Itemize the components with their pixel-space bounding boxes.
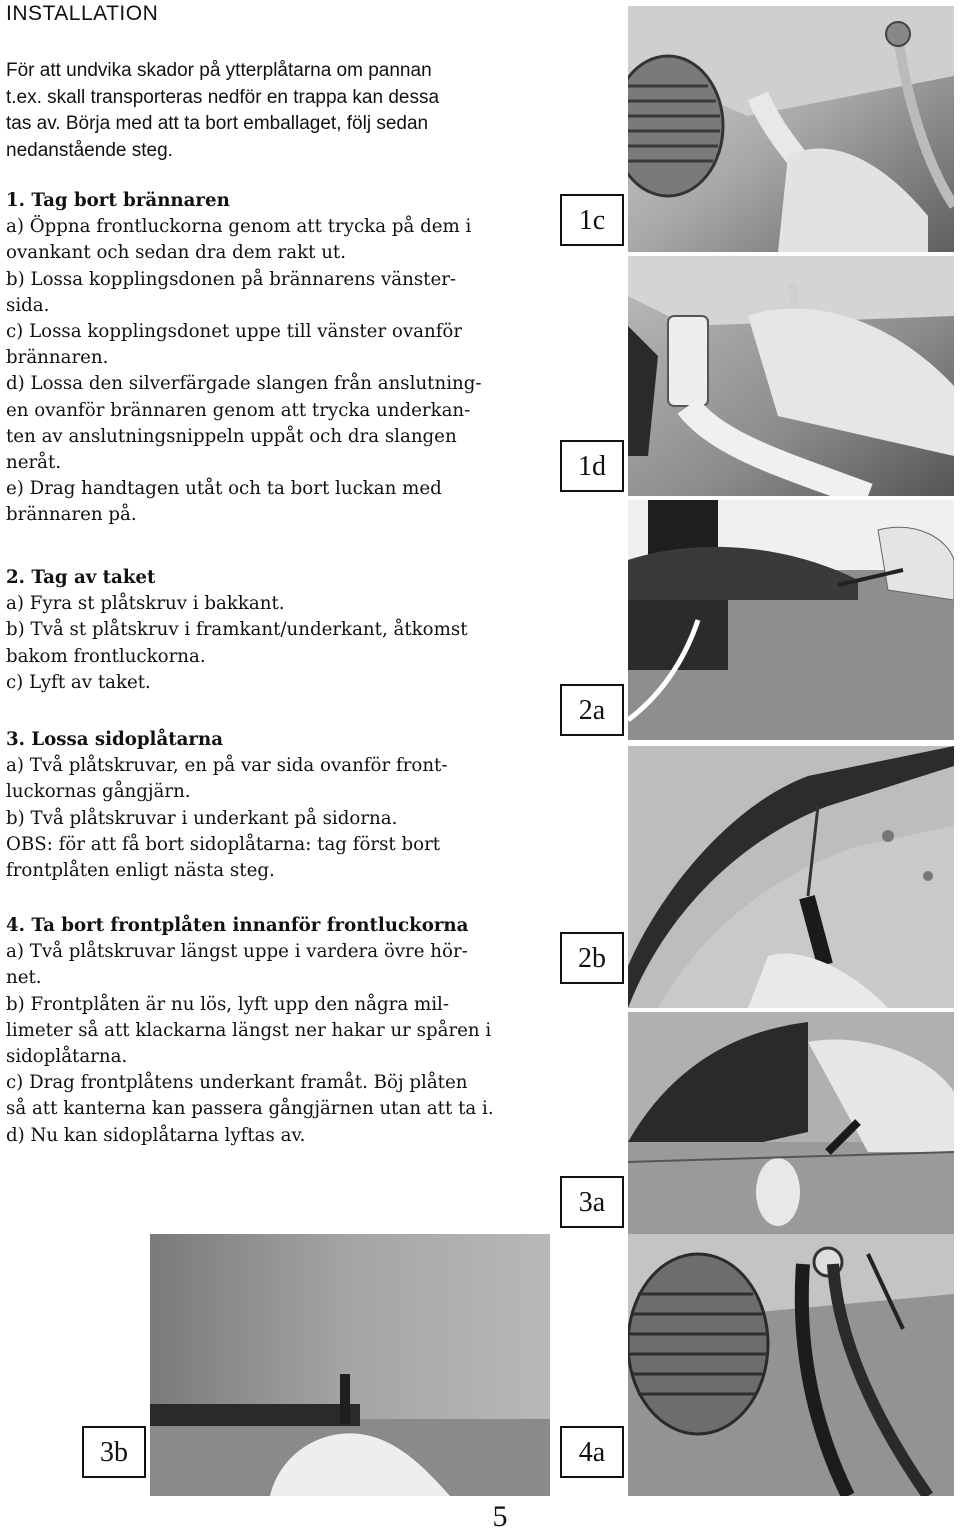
instruction-line: neråt.	[6, 452, 62, 474]
instruction-line: luckornas gångjärn.	[6, 781, 191, 803]
instruction-line: a) Två plåtskruvar, en på var sida ovanför front-	[6, 755, 448, 777]
instruction-line: en ovanför brännaren genom att trycka underkan-	[6, 399, 471, 421]
section-title: 4. Ta bort frontplåten innanför frontluckorna	[6, 915, 469, 936]
instruction-line: frontplåten enligt nästa steg.	[6, 860, 275, 882]
photo-2a	[628, 500, 954, 740]
photo-1d	[628, 256, 954, 496]
photo-2b	[628, 746, 954, 1008]
figure-label-2a: 2a	[560, 684, 624, 736]
intro-line: nedanstående steg.	[6, 139, 173, 161]
instruction-line: sida.	[6, 294, 50, 316]
instruction-line: b) Två st plåtskruv i framkant/underkant, åtkomst	[6, 619, 468, 641]
figure-label-1d: 1d	[560, 440, 624, 492]
figure-label-2b: 2b	[560, 932, 624, 984]
instruction-line: c) Lyft av taket.	[6, 671, 151, 693]
photo-3a	[628, 1012, 954, 1242]
instruction-line: ten av anslutningsnippeln uppåt och dra slangen	[6, 425, 457, 447]
photo-1c	[628, 6, 954, 252]
instruction-line: a) Två plåtskruvar längst uppe i vardera övre hör-	[6, 941, 468, 963]
instruction-line: ovankant och sedan dra dem rakt ut.	[6, 242, 347, 264]
section-title: 3. Lossa sidoplåtarna	[6, 729, 224, 750]
instruction-line: a) Öppna frontluckorna genom att trycka på dem i	[6, 216, 472, 238]
section-2	[6, 565, 468, 696]
section-1	[6, 188, 482, 529]
section-4	[6, 913, 494, 1149]
instruction-line: a) Fyra st plåtskruv i bakkant.	[6, 593, 285, 615]
page-number: 5	[492, 1500, 508, 1533]
intro-line: t.ex. skall transporteras nedför en trappa kan dessa	[6, 86, 440, 108]
figure-label-4a: 4a	[560, 1426, 624, 1478]
instruction-line: e) Drag handtagen utåt och ta bort luckan med	[6, 478, 442, 500]
instruction-line: d) Nu kan sidoplåtarna lyftas av.	[6, 1124, 306, 1146]
instruction-line: b) Två plåtskruvar i underkant på sidorna.	[6, 807, 398, 829]
instruction-line: limeter så att klackarna längst ner hakar ur spåren i	[6, 1019, 492, 1041]
instruction-line: sidoplåtarna.	[6, 1046, 128, 1068]
instruction-line: så att kanterna kan passera gångjärnen utan att ta i.	[6, 1098, 494, 1120]
page-heading: INSTALLATION	[6, 2, 159, 25]
instruction-line: OBS: för att få bort sidoplåtarna: tag först bort	[6, 833, 441, 855]
instruction-line: b) Lossa kopplingsdonen på brännarens vänster-	[6, 268, 457, 290]
intro-paragraph	[6, 58, 439, 164]
section-3	[6, 727, 448, 884]
photo-3b	[150, 1234, 550, 1496]
section-title: 2. Tag av taket	[6, 567, 156, 588]
instruction-line: brännaren på.	[6, 504, 137, 526]
instruction-line: brännaren.	[6, 347, 109, 369]
instruction-line: d) Lossa den silverfärgade slangen från anslutning-	[6, 373, 482, 395]
instruction-line: c) Lossa kopplingsdonet uppe till vänster ovanför	[6, 321, 463, 343]
intro-line: tas av. Börja med att ta bort emballaget, följ sedan	[6, 113, 429, 134]
instruction-line: net.	[6, 967, 42, 989]
instruction-line: bakom frontluckorna.	[6, 645, 206, 667]
photo-4a	[628, 1234, 954, 1496]
figure-label-3a: 3a	[560, 1176, 624, 1228]
figure-label-3b: 3b	[82, 1426, 146, 1478]
instruction-line: c) Drag frontplåtens underkant framåt. Böj plåten	[6, 1072, 468, 1094]
section-title: 1. Tag bort brännaren	[6, 190, 230, 211]
instruction-line: b) Frontplåten är nu lös, lyft upp den några mil-	[6, 993, 450, 1015]
intro-line: För att undvika skador på ytterplåtarna om pannan	[6, 60, 432, 81]
figure-label-1c: 1c	[560, 194, 624, 246]
